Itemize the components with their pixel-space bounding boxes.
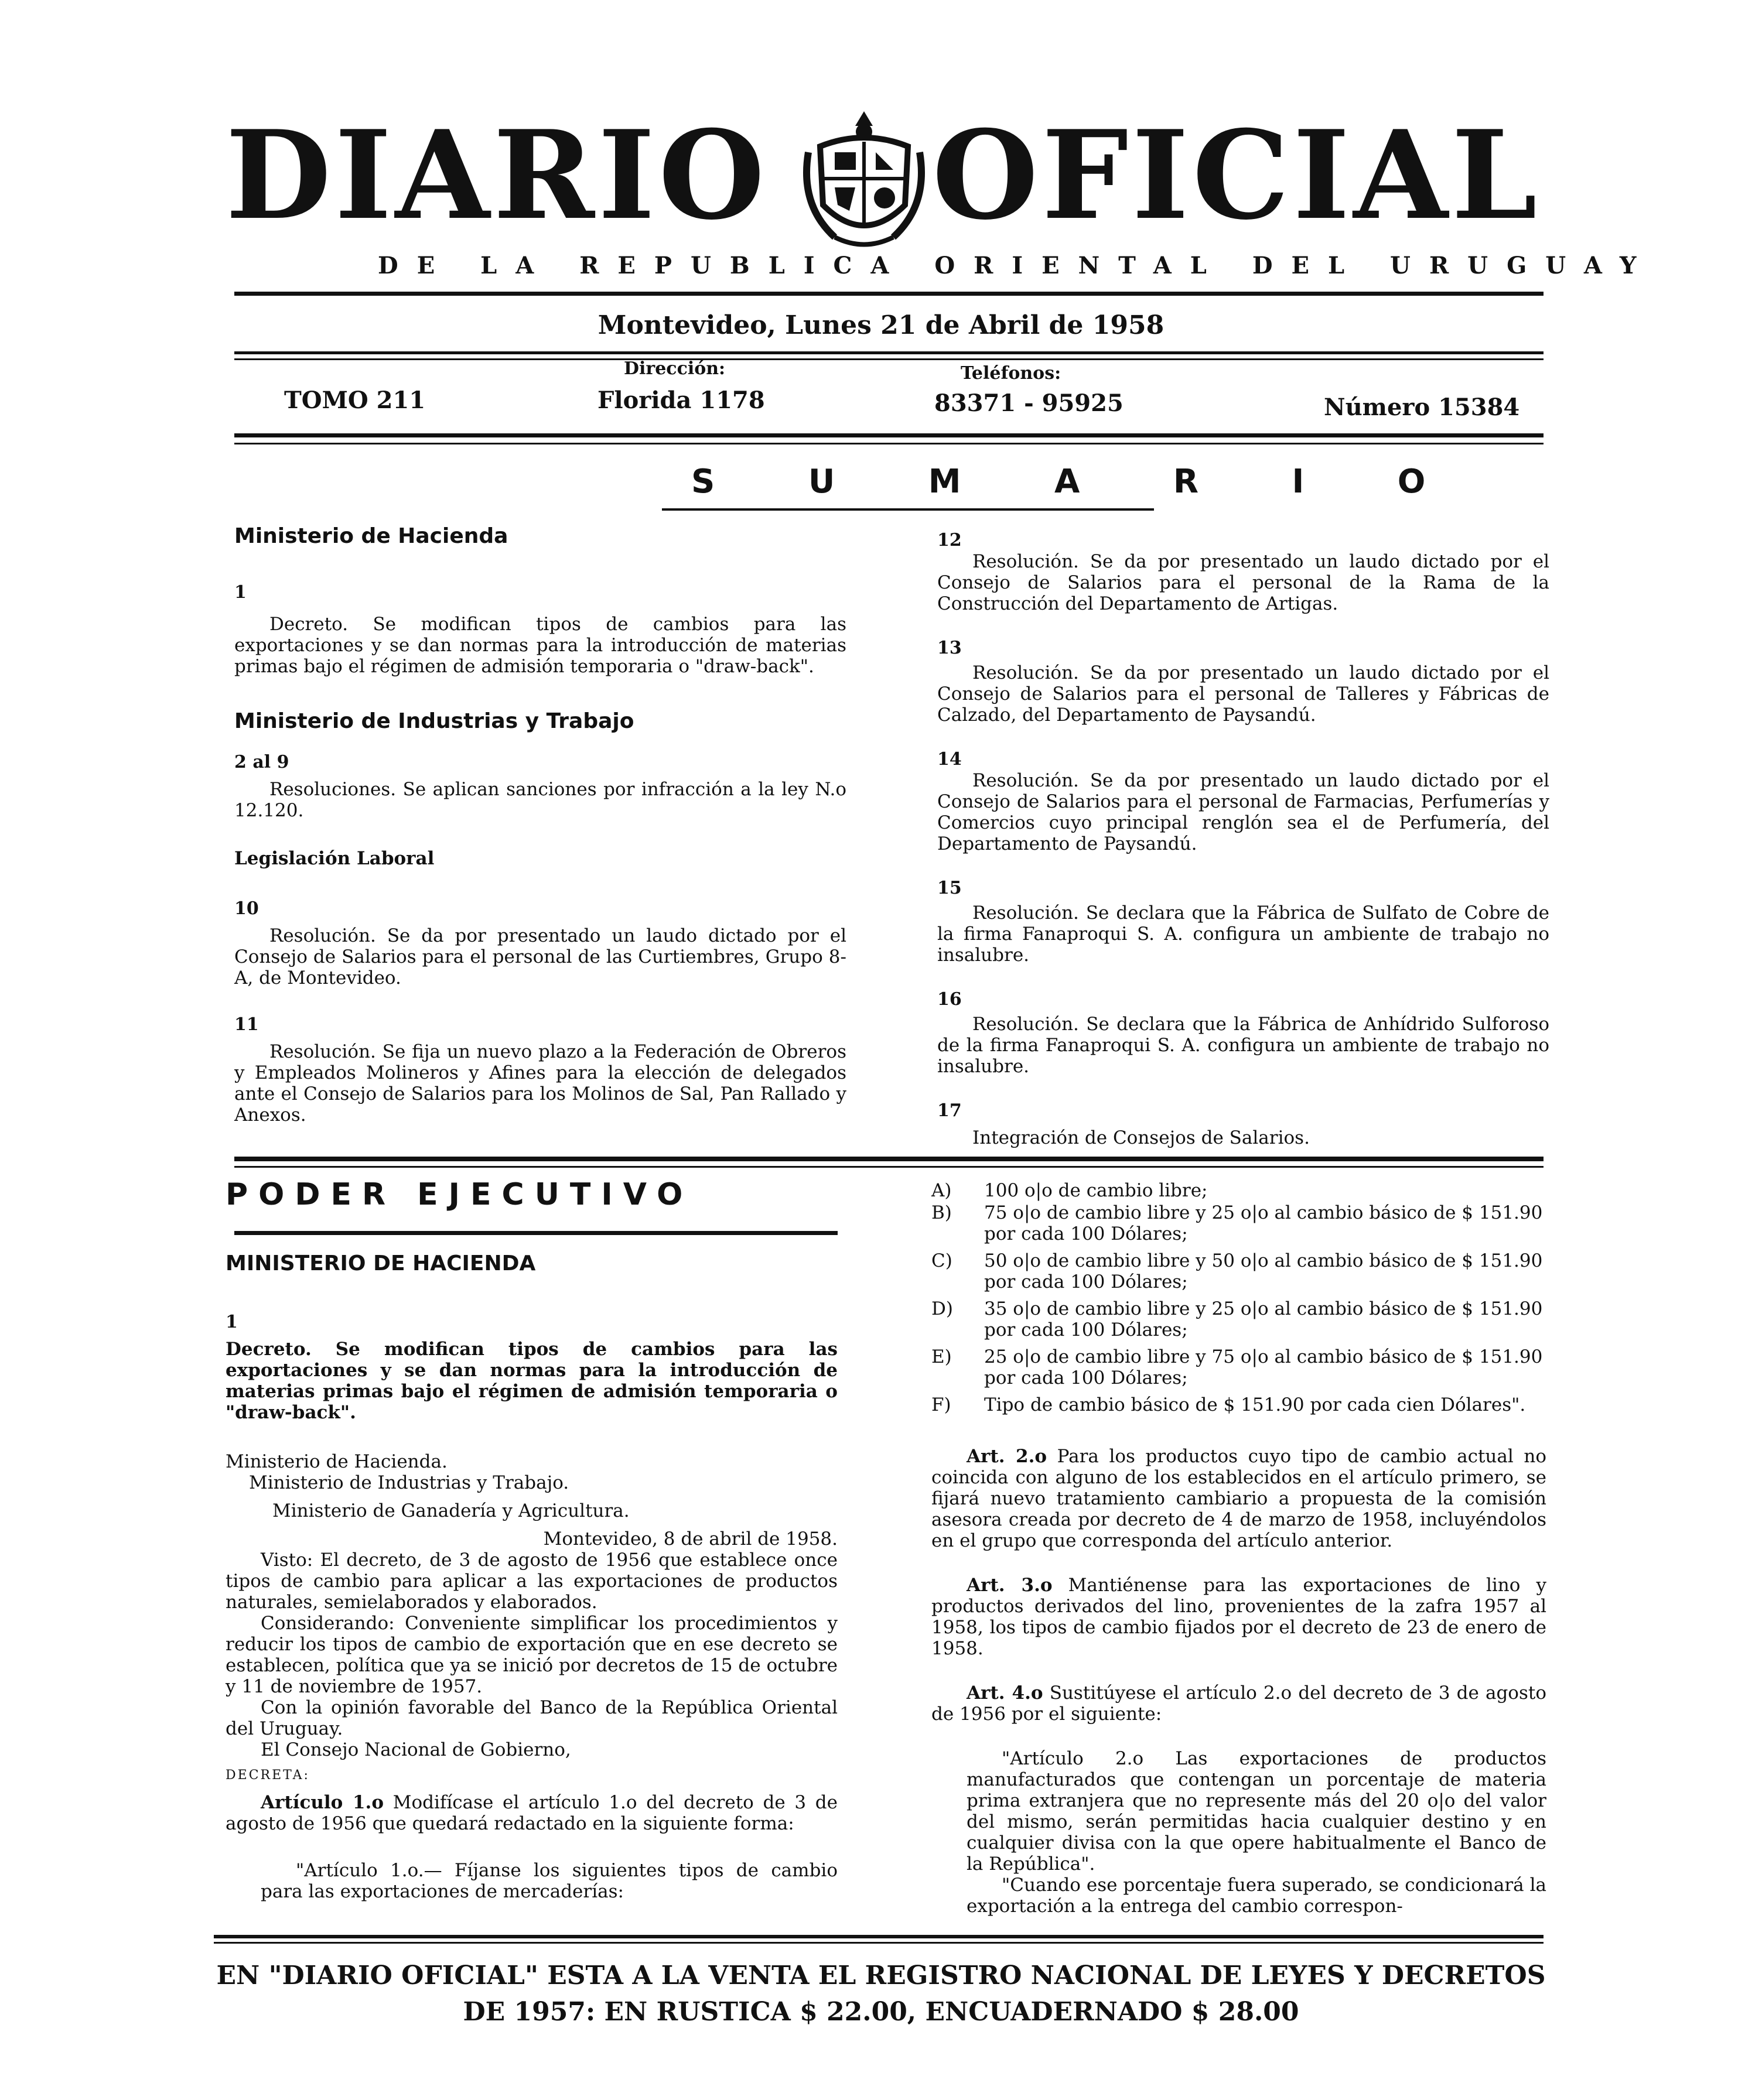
divider — [214, 1942, 1544, 1944]
dateline: Montevideo, Lunes 21 de Abril de 1958 — [597, 310, 1165, 340]
sumario-item-number: 11 — [234, 1014, 259, 1035]
list-item-key: F) — [931, 1394, 951, 1415]
articulo-4-text: Sustitúyese el artículo 2.o del decreto de 3 de agosto de 1956 por el siguiente: — [931, 1682, 1546, 1725]
list-item-text: 100 o|o de cambio libre; — [984, 1180, 1208, 1201]
considerando-paragraph: Considerando: Conveniente simplificar los procedimientos y reducir los tipos de cambio de exportación que en ese decreto se establecen, política que ya se inició por decretos de 15 de octubre y 11 de noviembre de 1957. — [226, 1613, 838, 1697]
articulo-1-text: Modifícase el artículo 1.o del decreto de 3 de agosto de 1956 que quedará redactado en la siguiente forma: — [226, 1792, 838, 1834]
exchange-list — [931, 1180, 1546, 1415]
sumario-item-number: 12 — [937, 530, 962, 550]
divider — [234, 351, 1544, 354]
decreta-label: DECRETA: — [226, 1768, 310, 1783]
list-item-text: 35 o|o de cambio libre y 25 o|o al cambio básico de $ 151.90 por cada 100 Dólares; — [984, 1298, 1543, 1340]
footer-line-2: DE 1957: EN RUSTICA $ 22.00, ENCUADERNADO $ 28.00 — [463, 1997, 1299, 2027]
body-left-column — [226, 1253, 838, 1902]
poder-ejecutivo-heading: PODER EJECUTIVO — [226, 1177, 694, 1212]
sumario-item-text: Resolución. Se da por presentado un laudo dictado por el Consejo de Salarios para el personal de la Rama de la Construcción del Departamento de Artigas. — [937, 551, 1549, 614]
list-item-text: 75 o|o de cambio libre y 25 o|o al cambio básico de $ 151.90 por cada 100 Dólares; — [984, 1202, 1543, 1244]
divider — [214, 1935, 1544, 1938]
consejo-paragraph: El Consejo Nacional de Gobierno, — [261, 1739, 571, 1760]
title-left: DIARIO — [226, 104, 769, 247]
ministerio-industrias: Ministerio de Industrias y Trabajo. — [249, 1472, 569, 1493]
sumario-item-number: 17 — [937, 1100, 962, 1121]
ministerio-hacienda-heading: MINISTERIO DE HACIENDA — [226, 1251, 536, 1275]
divider — [234, 1231, 838, 1235]
sumario-item-text: Resolución. Se da por presentado un laudo dictado por el Consejo de Salarios para el personal de Farmacias, Perfumerías y Comercios cuyo principal renglón sea el de Perfumería, del Departamento de Paysandú. — [937, 770, 1549, 854]
visto-paragraph: Visto: El decreto, de 3 de agosto de 1956 que establece once tipos de cambio para aplicar a las exportaciones de productos naturales, semielaborados y elaborados. — [226, 1550, 838, 1613]
footer-line-1: EN "DIARIO OFICIAL" ESTA A LA VENTA EL REGISTRO NACIONAL DE LEYES Y DECRETOS — [216, 1961, 1546, 1990]
articulo-4-quote-continued: "Cuando ese porcentaje fuera superado, se condicionará la exportación a la entrega del cambio correspon- — [967, 1875, 1546, 1917]
divider — [234, 358, 1544, 360]
list-item-key: C) — [931, 1250, 952, 1271]
sumario-item-text: Resolución. Se declara que la Fábrica de Anhídrido Sulforoso de la firma Fanaproqui S. A. configura un ambiente de trabajo no insalubre. — [937, 1014, 1549, 1077]
sumario-ministry-hacienda: Ministerio de Hacienda — [234, 524, 508, 548]
articulo-3-label: Art. 3.o — [967, 1575, 1053, 1596]
sumario-item-text: Resoluciones. Se aplican sanciones por infracción a la ley N.o 12.120. — [234, 779, 846, 821]
divider — [234, 1157, 1544, 1161]
list-item-text: Tipo de cambio básico de $ 151.90 por cada cien Dólares". — [984, 1394, 1526, 1415]
sumario-item-text: Resolución. Se fija un nuevo plazo a la Federación de Obreros y Empleados Molineros y Afines para la elección de delegados ante el Consejo de Salarios para los Molinos de Sal, Pan Rallado y Anexos. — [234, 1041, 846, 1126]
decreto-number: 1 — [226, 1312, 238, 1332]
articulo-4-quote: "Artículo 2.o Las exportaciones de productos manufacturados que contengan un porcentaje de materia prima extranjera que no represente más del 20 o|o del valor del mismo, serán permitidas hacia cualquier destino y en cualquier divisa con la que opere habitualmente el Banco de la República". — [967, 1748, 1546, 1875]
sumario-right-column — [937, 530, 1549, 1148]
sumario-item-text: Resolución. Se da por presentado un laudo dictado por el Consejo de Salarios para el personal de las Curtiembres, Grupo 8-A, de Montevideo. — [234, 925, 846, 989]
coat-of-arms-icon — [794, 105, 934, 252]
sumario-item-text: Resolución. Se declara que la Fábrica de Sulfato de Cobre de la firma Fanaproqui S. A. configura un ambiente de trabajo no insalubre. — [937, 902, 1549, 966]
sumario-item-number: 10 — [234, 898, 259, 919]
sumario-section-legislacion: Legislación Laboral — [234, 848, 435, 869]
articulo-2-label: Art. 2.o — [967, 1446, 1047, 1467]
list-item-key: A) — [931, 1180, 952, 1201]
decreto-title: Decreto. Se modifican tipos de cambios para las exportaciones y se dan normas para la introducción de materias primas bajo el régimen de admisión temporaria o "draw-back". — [226, 1339, 838, 1423]
sumario-item-number: 15 — [937, 878, 962, 898]
sumario-item-number: 16 — [937, 989, 962, 1010]
sumario-item-text: Decreto. Se modifican tipos de cambios para las exportaciones y se dan normas para la introducción de materias primas bajo el régimen de admisión temporaria o "draw-back". — [234, 614, 846, 677]
list-item-text: 25 o|o de cambio libre y 75 o|o al cambio básico de $ 151.90 por cada 100 Dólares; — [984, 1346, 1543, 1388]
sumario-item-text: Resolución. Se da por presentado un laudo dictado por el Consejo de Salarios para el personal de Talleres y Fábricas de Calzado, del Departamento de Paysandú. — [937, 662, 1549, 726]
sumario-item-number: 13 — [937, 638, 962, 658]
ministerio-ganaderia: Ministerio de Ganadería y Agricultura. — [272, 1500, 630, 1521]
sumario-item-number: 1 — [234, 582, 247, 603]
articulo-3-text: Mantiénense para las exportaciones de lino y productos derivados del lino, provenientes de la zafra 1957 al 1958, los tipos de cambio fijados por el decreto de 23 de enero de 1958. — [931, 1575, 1546, 1659]
sumario-item-text: Integración de Consejos de Salarios. — [972, 1127, 1310, 1148]
divider — [234, 1166, 1544, 1168]
list-item-text: 50 o|o de cambio libre y 50 o|o al cambio básico de $ 151.90 por cada 100 Dólares; — [984, 1250, 1543, 1292]
articulo-1-quote: "Artículo 1.o.— Fíjanse los siguientes tipos de cambio para las exportaciones de mercaderías: — [261, 1860, 838, 1902]
ministerio-hacienda: Ministerio de Hacienda. — [226, 1451, 448, 1472]
articulo-4-label: Art. 4.o — [967, 1682, 1043, 1704]
articulo-1-label: Artículo 1.o — [261, 1792, 384, 1813]
body-right-column — [931, 1180, 1546, 1917]
decreto-date: Montevideo, 8 de abril de 1958. — [543, 1528, 838, 1550]
list-item-key: D) — [931, 1298, 953, 1319]
sumario-item-number: 14 — [937, 749, 962, 769]
divider — [234, 433, 1544, 437]
numero: Número 15384 — [1324, 394, 1520, 421]
tomo: TOMO 211 — [284, 387, 426, 414]
articulo-2-text: Para los productos cuyo tipo de cambio actual no coincida con alguno de los establecidos en el artículo primero, se fijará nuevo tratamiento cambiario a propuesta de la comisión asesora creada por decreto de 4 de marzo de 1958, incluyéndolos en el grupo que corresponda del artículo anterior. — [931, 1446, 1546, 1551]
direccion: Florida 1178 — [597, 387, 765, 414]
masthead — [226, 100, 1541, 252]
list-item-key: E) — [931, 1346, 952, 1367]
direccion-label: Dirección: — [624, 358, 726, 379]
opinion-paragraph: Con la opinión favorable del Banco de la República Oriental del Uruguay. — [226, 1697, 838, 1739]
divider — [234, 443, 1544, 444]
title-right: OFICIAL — [932, 104, 1541, 247]
sumario-left-column — [234, 526, 846, 1126]
list-item-key: B) — [931, 1202, 952, 1223]
sumario-item-number: 2 al 9 — [234, 752, 289, 772]
divider — [662, 508, 1154, 511]
telefonos-label: Teléfonos: — [961, 363, 1061, 384]
masthead-subtitle: DE LA REPUBLICA ORIENTAL DEL URUGUAY — [378, 252, 1655, 279]
telefonos: 83371 - 95925 — [934, 389, 1124, 417]
sumario-ministry-industrias: Ministerio de Industrias y Trabajo — [234, 709, 634, 733]
sumario-title: S U M A R I O — [691, 463, 1467, 501]
divider — [234, 292, 1544, 296]
